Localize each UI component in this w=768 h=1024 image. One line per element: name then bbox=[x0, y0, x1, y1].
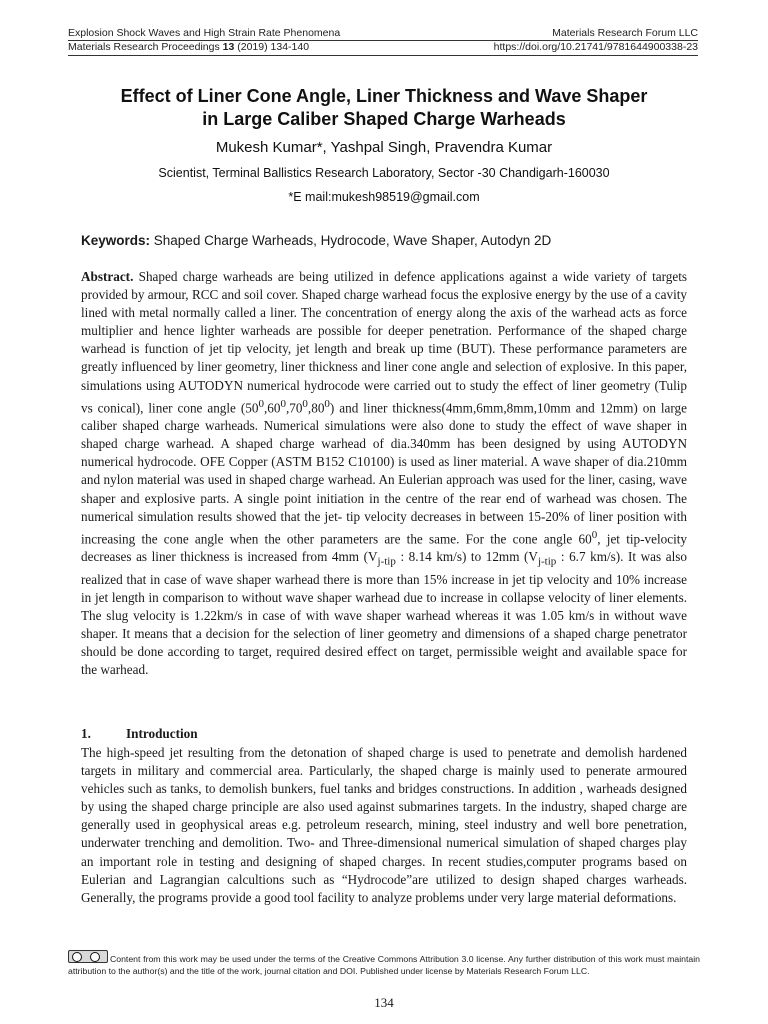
corresponding-email: *E mail:mukesh98519@gmail.com bbox=[288, 190, 480, 204]
running-header-top bbox=[68, 27, 698, 39]
abstract-label: Abstract. bbox=[81, 269, 134, 284]
conference-name: Explosion Shock Waves and High Strain Rate Phenomena bbox=[68, 27, 341, 39]
proceedings-citation: Materials Research Proceedings 13 (2019) 134-140 bbox=[68, 41, 310, 53]
header-rule-bottom bbox=[68, 55, 698, 56]
introduction-paragraph: The high-speed jet resulting from the detonation of shaped charge is used to penetrate and demolish hardened targets in military and commercial area. Particularly, the shaped charge is mainly used to penerate armoured vehicles such as tanks, to demolish bunkers, fuel tanks and bridges constructions. In addition , warheads designed by using the shaped charge principle are also used against submarines targets. In the industry, shaped charge are generally used in geophysical areas e.g. petroleum research, mining, steel industry and well bore penetration, underwater trenching and demolition. Two- and Three-dimensional numerical simulation of shaped charges play an important role in testing and designing of shaped charges. In recent studies,computer programs based on Eulerian and Lagrangian calcultions such as “Hydrocode”are utilized to design shaped charges warheads. Generally, the programs provide a good tool facility to analyze problems under very large material deformations. bbox=[81, 745, 687, 905]
license-notice bbox=[68, 950, 700, 977]
section-heading-introduction: 1. Introduction bbox=[81, 726, 198, 741]
keywords-label: Keywords: bbox=[81, 233, 151, 248]
keywords-text: Shaped Charge Warheads, Hydrocode, Wave Shaper, Autodyn 2D bbox=[150, 233, 552, 248]
affiliation: Scientist, Terminal Ballistics Research Laboratory, Sector -30 Chandigarh-160030 bbox=[158, 166, 610, 180]
doi-link[interactable]: https://doi.org/10.21741/9781644900338-23 bbox=[493, 41, 698, 53]
running-header-bottom bbox=[68, 41, 698, 53]
license-text: Content from this work may be used under the terms of the Creative Commons Attribution 3.0 license. Any further distribution of this work must maintain attribution to the author(s) and the title of the work, journal citation and DOI. Published under license by Materials Research Forum LLC. bbox=[68, 954, 700, 976]
keywords bbox=[81, 233, 551, 248]
abstract-paragraph: Abstract. Shaped charge warheads are being utilized in defence applications against a wide variety of targets provided by armour, RCC and soil cover. Shaped charge warhead focus the explosive energy by the use of a cavity lined with metal normally called a liner. The concentration of energy along the axis of the warhead acts as force multiplier and hence lighter warheads are possible for deeper penetration. Performance of the shaped charge warhead is function of jet tip velocity, jet length and break up time (BUT). These performance parameters are greatly influenced by liner geometry, liner thickness and liner cone angle and selection of explosive. In this paper, simulations using AUTODYN numerical hydrocode were carried out to study the effect of liner geometry (Tulip vs conical), liner cone angle $(50^0,60^0,70^0,80^0)$ and liner thickness(4mm,6mm,8mm,10mm and 12mm) on large caliber shaped charge warheads. Numerical simulations were also done to study the effect of wave shaper in shaped charge warhead. A shaped charge warhead of dia.340mm has been designed by using AUTODYN numerical hydrocode. OFE Copper (ASTM B152 C10100) is used as liner material. A wave shaper of dia.210mm and nylon material was used in shaped charge warhead. An Eulerian approach was used for the liner, casing, wave shaper and explosive parts. A single point initiation in the centre of the rear end of warhead was chosen. The numerical simulation results showed that the jet- tip velocity decreases in between 15-20% of liner position with increasing the cone angle when the other parameters are the same. For the cone angle $60^0$, jet tip-velocity decreases as liner thickness is increased from 4mm ($V_{j-tip}$ : 8.14 km/s) to 12mm ($V_{j-tip}$ : 6.7 km/s). It was also realized that in case of wave shaper warhead there is more than 15% increase in jet tip velocity and 10% increase in jet length in comparison to without wave shaper warhead due to increase in collapse velocity of liner elements. The slug velocity is 1.22km/s in case of with wave shaper warhead whereas it was 1.05 km/s in without wave shaper. It means that a decision for the selection of liner geometry and dimensions of a shaped charge penetrator should be done according to target, required desired effect on target, permissible weight and available space for the warhead. bbox=[81, 269, 687, 678]
paper-title: Effect of Liner Cone Angle, Liner Thickness and Wave Shaper in Large Caliber Shaped Charge Warheads bbox=[120, 86, 648, 129]
cc-by-icon[interactable] bbox=[68, 950, 108, 963]
page-number: 134 bbox=[374, 995, 394, 1010]
author-list: Mukesh Kumar*, Yashpal Singh, Pravendra Kumar bbox=[215, 139, 553, 156]
publisher-name: Materials Research Forum LLC bbox=[552, 27, 698, 39]
